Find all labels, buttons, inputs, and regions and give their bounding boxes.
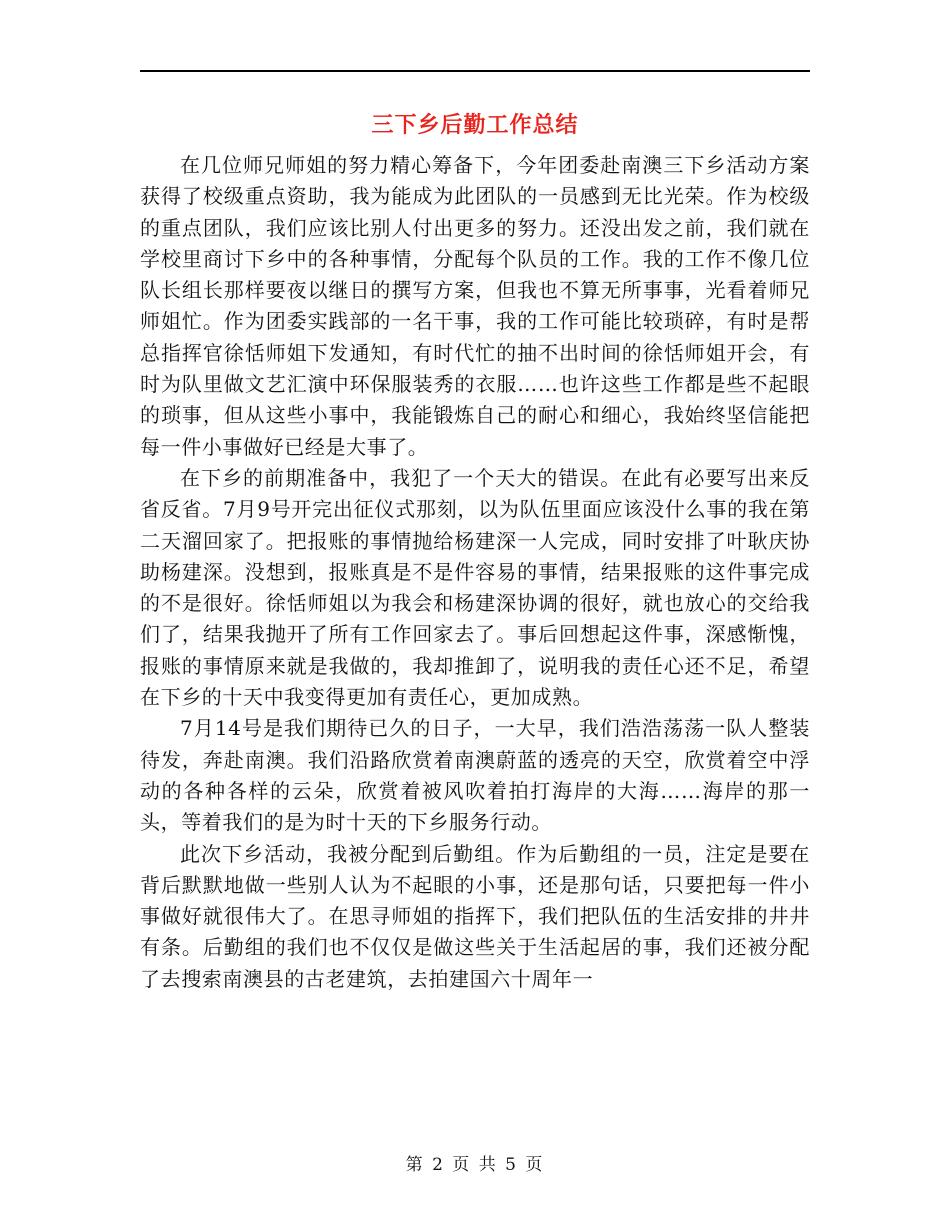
- paragraph-2: 在下乡的前期准备中，我犯了一个天大的错误。在此有必要写出来反省反省。7月9号开完出征仪式那刻，以为队伍里面应该没什么事的我在第二天溜回家了。把报账的事情抛给杨建深一人完成，同时安排了叶耿庆协助杨建深。没想到，报账真是不是件容易的事情，结果报账的这件事完成的不是很好。徐恬师姐以为我会和杨建深协调的很好，就也放心的交给我们了，结果我抛开了所有工作回家去了。事后回想起这件事，深感惭愧，报账的事情原来就是我做的，我却推卸了，说明我的责任心还不足，希望在下乡的十天中我变得更加有责任心，更加成熟。: [140, 465, 810, 710]
- document-body: [140, 150, 810, 995]
- paragraph-1: 在几位师兄师姐的努力精心筹备下，今年团委赴南澳三下乡活动方案获得了校级重点资助，我为能成为此团队的一员感到无比光荣。作为校级的重点团队，我们应该比别人付出更多的努力。还没出发之前，我们就在学校里商讨下乡中的各种事情，分配每个队员的工作。我的工作不像几位队长组长那样要夜以继日的撰写方案，但我也不算无所事事，光看着师兄师姐忙。作为团委实践部的一名干事，我的工作可能比较琐碎，有时是帮总指挥官徐恬师姐下发通知，有时代忙的抽不出时间的徐恬师姐开会，有时为队里做文艺汇演中环保服装秀的衣服……也许这些工作都是些不起眼的琐事，但从这些小事中，我能锻炼自己的耐心和细心，我始终坚信能把每一件小事做好已经是大事了。: [140, 153, 810, 459]
- paragraph-4: 此次下乡活动，我被分配到后勤组。作为后勤组的一员，注定是要在背后默默地做一些别人认为不起眼的小事，还是那句话，只要把每一件小事做好就很伟大了。在思寻师姐的指挥下，我们把队伍的生活安排的井井有条。后勤组的我们也不仅仅是做这些关于生活起居的事，我们还被分配了去搜索南澳县的古老建筑，去拍建国六十周年一: [140, 841, 810, 991]
- page-number: 第 2 页 共 5 页: [405, 1155, 545, 1175]
- page-footer: [0, 1153, 950, 1177]
- document-title: 三下乡后勤工作总结: [371, 112, 579, 138]
- paragraph-3: 7月14号是我们期待已久的日子，一大早，我们浩浩荡荡一队人整装待发，奔赴南澳。我们沿路欣赏着南澳蔚蓝的透亮的天空，欣赏着空中浮动的各种各样的云朵，欣赏着被风吹着拍打海岸的大海……海岸的那一头，等着我们的是为时十天的下乡服务行动。: [140, 716, 810, 835]
- header-rule: [140, 70, 810, 72]
